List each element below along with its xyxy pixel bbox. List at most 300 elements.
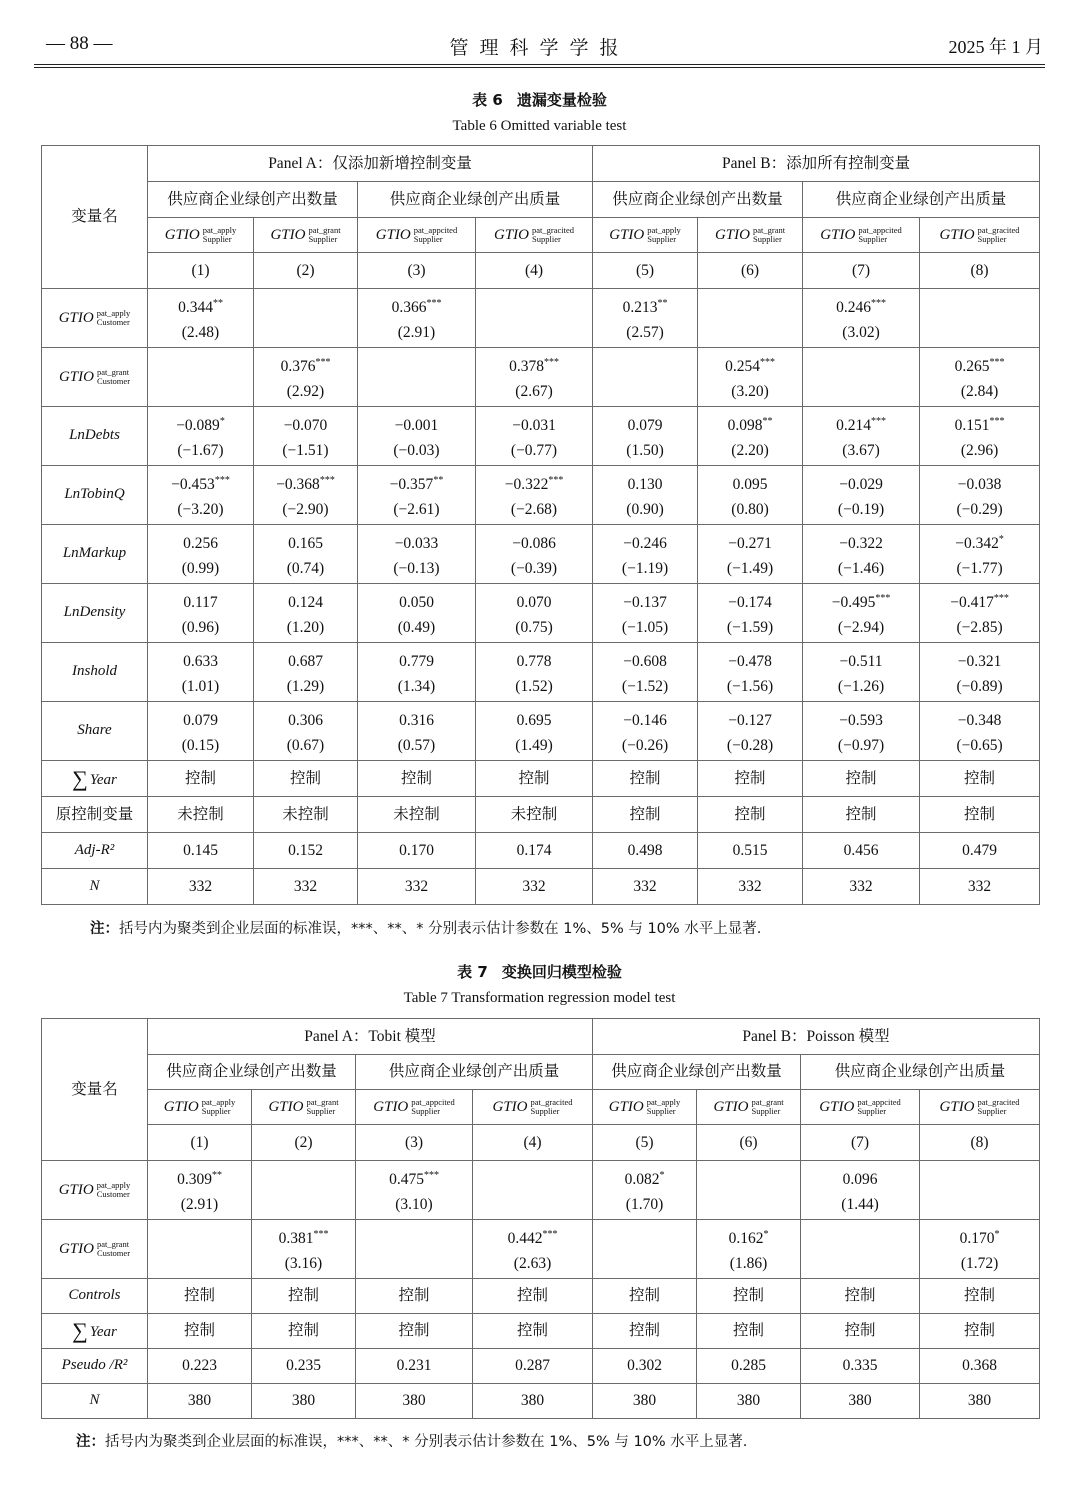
- gtio-base: GTIO: [58, 309, 94, 326]
- coefficient: [476, 348, 592, 377]
- dependent-variable-header: [920, 218, 1040, 253]
- coef-value: −0.348: [957, 712, 1002, 729]
- dependent-variable-header: [593, 218, 698, 253]
- t-statistic: (−0.28): [726, 737, 774, 754]
- dependent-variable-header: [803, 218, 920, 253]
- t-statistic: (−0.19): [837, 501, 885, 518]
- table6-note: 注：括号内为聚类到企业层面的标准误，***、**、* 分别表示估计参数在 1%、5% 与 10% 水平上显著.: [90, 921, 762, 937]
- coef-value: −0.478: [728, 653, 772, 670]
- t-statistic: (1.50): [626, 442, 664, 459]
- value-cell: 控制: [801, 1279, 920, 1314]
- varname-header: 变量名: [42, 146, 148, 289]
- column-number: (7): [803, 253, 920, 289]
- dependent-variable-row: [42, 218, 1040, 253]
- gtio-base: GTIO: [373, 1098, 409, 1115]
- gtio-subscript: Supplier: [751, 1106, 781, 1117]
- varname-header: 变量名: [42, 1019, 148, 1161]
- gtio-variable: [494, 227, 574, 243]
- gtio-superscript: pat_gracited: [530, 1097, 573, 1108]
- gtio-variable: [59, 369, 130, 385]
- coef-value: 0.344: [178, 299, 213, 316]
- t-statistic: (−0.26): [621, 737, 669, 754]
- t-statistic: (−1.51): [282, 442, 329, 459]
- dependent-variable-header: [698, 218, 803, 253]
- value-cell: 380: [473, 1384, 593, 1419]
- dependent-variable-row: [42, 1090, 1040, 1125]
- coefficient-cell: [254, 466, 358, 525]
- gtio-sup-sub: [858, 226, 901, 244]
- t-statistic: (3.10): [395, 1196, 433, 1213]
- coefficient-cell: [254, 407, 358, 466]
- coef-value: 0.079: [183, 712, 218, 729]
- gtio-subscript: Supplier: [530, 1106, 560, 1117]
- dependent-variable-header: [358, 218, 476, 253]
- coef-value: −0.453: [171, 476, 215, 493]
- coefficient: [356, 1161, 472, 1190]
- coef-value: −0.342: [955, 535, 999, 552]
- column-number: (5): [593, 1125, 697, 1161]
- t-statistic: (−0.29): [956, 501, 1003, 518]
- gtio-sup-sub: [202, 1098, 236, 1116]
- t-statistic: (2.91): [397, 324, 436, 341]
- coefficient: [148, 1161, 251, 1190]
- column-number: (8): [920, 1125, 1040, 1161]
- t-statistic: (2.57): [626, 324, 664, 341]
- value-cell: 380: [593, 1384, 697, 1419]
- gtio-superscript: pat_grant: [752, 225, 786, 236]
- column-number: (4): [476, 253, 593, 289]
- value-cell: 控制: [920, 797, 1040, 833]
- column-number: (3): [356, 1125, 473, 1161]
- column-number: (4): [473, 1125, 593, 1161]
- coefficient: [698, 643, 802, 672]
- coef-value: −0.146: [623, 712, 667, 729]
- gtio-sup-sub: [978, 1098, 1020, 1116]
- column-number: (6): [697, 1125, 801, 1161]
- row-lndensity: [42, 584, 1040, 643]
- value-cell: 控制: [148, 1279, 252, 1314]
- gtio-subscript: Supplier: [857, 1106, 887, 1117]
- column-number: (1): [148, 253, 254, 289]
- coefficient-cell: [803, 643, 920, 702]
- value-cell: 未控制: [148, 797, 254, 833]
- coef-value: −0.495: [831, 594, 876, 611]
- coefficient: [476, 702, 592, 731]
- coefficient: [920, 407, 1039, 436]
- coefficient-cell: [148, 289, 254, 348]
- coefficient-cell: [148, 407, 254, 466]
- value-cell: 332: [803, 869, 920, 905]
- coefficient: [148, 584, 253, 613]
- significance-stars: ***: [548, 475, 564, 486]
- column-number: (8): [920, 253, 1040, 289]
- gtio-sup-sub: [306, 1098, 338, 1116]
- gtio-superscript: pat_grant: [751, 1097, 784, 1108]
- t-statistic: (−0.89): [956, 678, 1003, 695]
- t-statistic: (0.57): [397, 737, 436, 754]
- coefficient: [148, 289, 253, 318]
- coef-value: 0.170: [959, 1230, 995, 1247]
- row-inshold: [42, 643, 1040, 702]
- t-statistic: (0.67): [286, 737, 325, 754]
- t-statistic: (−1.67): [177, 442, 224, 459]
- gtio-superscript: pat_appcited: [413, 225, 458, 236]
- t-statistic: (1.29): [286, 678, 325, 695]
- coef-value: 0.096: [842, 1171, 878, 1188]
- t-statistic: (3.20): [731, 383, 769, 400]
- value-cell: 0.302: [593, 1349, 697, 1384]
- value-cell: 控制: [593, 761, 698, 797]
- t-statistic: (1.01): [181, 678, 220, 695]
- value-cell: 0.174: [476, 833, 593, 869]
- coef-value: 0.117: [183, 594, 218, 611]
- coefficient: [803, 702, 919, 731]
- row-n: [42, 1384, 1040, 1419]
- gtio-superscript: pat_apply: [96, 1180, 131, 1191]
- significance-stars: ***: [870, 416, 886, 427]
- value-cell: 控制: [476, 761, 593, 797]
- value-cell: 380: [356, 1384, 473, 1419]
- t-statistic: (1.86): [729, 1255, 768, 1272]
- coef-value: 0.695: [516, 712, 552, 729]
- coefficient-cell: [698, 702, 803, 761]
- t-statistic: (−3.20): [177, 501, 224, 518]
- coef-value: 0.213: [622, 299, 658, 316]
- coefficient-cell: [358, 584, 476, 643]
- gtio-base: GTIO: [713, 1098, 749, 1115]
- empty-cell: [148, 1220, 252, 1279]
- coef-value: −0.608: [623, 653, 667, 670]
- gtio-superscript: pat_gracited: [977, 225, 1020, 236]
- t-statistic: (−1.26): [837, 678, 885, 695]
- value-cell: 332: [254, 869, 358, 905]
- value-cell: 0.515: [698, 833, 803, 869]
- gtio-subscript: Supplier: [308, 234, 338, 245]
- gtio-sup-sub: [531, 1098, 573, 1116]
- significance-stars: ***: [989, 416, 1005, 427]
- coefficient: [593, 584, 697, 613]
- gtio-variable: [940, 227, 1020, 243]
- coefficient-cell: [593, 584, 698, 643]
- value-cell: 控制: [920, 1314, 1040, 1349]
- gtio-variable: [268, 1099, 338, 1115]
- coefficient-cell: [593, 1161, 697, 1220]
- gtio-superscript: pat_apply: [647, 225, 681, 236]
- coef-value: −0.086: [512, 535, 556, 552]
- gtio-variable: [59, 1241, 130, 1257]
- value-cell: 0.152: [254, 833, 358, 869]
- gtio-sup-sub: [97, 309, 131, 327]
- significance-stars: ***: [993, 593, 1009, 604]
- value-cell: 0.287: [473, 1349, 593, 1384]
- t-statistic: (0.99): [181, 560, 220, 577]
- gtio-subscript: Supplier: [977, 1106, 1007, 1117]
- row-label-text: Controls: [68, 1287, 121, 1304]
- coef-value: 0.254: [725, 358, 760, 375]
- row-lntobinq: [42, 466, 1040, 525]
- dependent-variable-header: [148, 218, 254, 253]
- gtio-superscript: pat_appcited: [857, 1097, 901, 1108]
- coefficient: [476, 407, 592, 436]
- coefficient-cell: [920, 407, 1040, 466]
- gtio-base: GTIO: [609, 226, 645, 243]
- value-cell: 0.223: [148, 1349, 252, 1384]
- value-cell: 控制: [920, 1279, 1040, 1314]
- coefficient-cell: [254, 702, 358, 761]
- coefficient: [358, 466, 475, 495]
- row-label: [42, 348, 148, 407]
- t-statistic: (2.67): [515, 383, 553, 400]
- significance-stars: ***: [423, 1170, 439, 1181]
- coefficient-cell: [476, 702, 593, 761]
- column-number: (6): [698, 253, 803, 289]
- coef-value: −0.417: [950, 594, 994, 611]
- value-cell: 控制: [593, 1279, 697, 1314]
- t-statistic: (−2.68): [510, 501, 558, 518]
- coefficient: [920, 525, 1039, 554]
- t-statistic: (0.96): [181, 619, 220, 636]
- table6-subtitle: Table 6 Omitted variable test: [452, 118, 627, 134]
- dependent-variable-header: [252, 1090, 356, 1125]
- coef-value: 0.124: [288, 594, 323, 611]
- coefficient: [920, 348, 1039, 377]
- significance-stars: ***: [426, 298, 442, 309]
- value-cell: 332: [476, 869, 593, 905]
- coefficient: [358, 584, 475, 613]
- coefficient: [593, 1161, 696, 1190]
- coefficient: [254, 466, 357, 495]
- gtio-subscript: Supplier: [201, 1106, 231, 1117]
- t-statistic: (0.49): [397, 619, 436, 636]
- coefficient-cell: [254, 525, 358, 584]
- gtio-variable: [715, 227, 785, 243]
- coefficient: [920, 584, 1039, 613]
- gtio-base: GTIO: [164, 226, 200, 243]
- coefficient-cell: [473, 1220, 593, 1279]
- t-statistic: (1.49): [515, 737, 553, 754]
- coefficient-cell: [698, 525, 803, 584]
- coefficient: [698, 466, 802, 495]
- coef-value: −0.511: [839, 653, 883, 670]
- value-cell: 0.231: [356, 1349, 473, 1384]
- t-statistic: (−1.19): [621, 560, 669, 577]
- gtio-sup-sub: [97, 1181, 131, 1199]
- sum-symbol: ∑: [72, 765, 88, 791]
- gtio-subscript: Supplier: [977, 234, 1007, 245]
- coefficient-cell: [920, 1220, 1040, 1279]
- row-label: LnDensity: [42, 584, 148, 643]
- row-label-text: N: [89, 877, 100, 894]
- coef-value: 0.130: [627, 476, 663, 493]
- gtio-sup-sub: [647, 226, 681, 244]
- coefficient: [476, 525, 592, 554]
- coefficient: [254, 702, 357, 731]
- row-label-text: Year: [89, 1324, 117, 1341]
- row-label: LnDebts: [42, 407, 148, 466]
- coefficient-cell: [476, 348, 593, 407]
- t-statistic: (−1.77): [956, 560, 1003, 577]
- coefficient: [803, 525, 919, 554]
- gtio-variable: [373, 1099, 454, 1115]
- t-statistic: (2.96): [960, 442, 999, 459]
- empty-cell: [356, 1220, 473, 1279]
- significance-stars: *: [219, 416, 225, 427]
- coefficient-cell: [803, 584, 920, 643]
- t-statistic: (3.16): [284, 1255, 323, 1272]
- coefficient: [803, 407, 919, 436]
- gtio-superscript: pat_gracited: [977, 1097, 1020, 1108]
- coef-value: 0.687: [288, 653, 323, 670]
- coefficient-cell: [148, 466, 254, 525]
- gtio-subscript: Supplier: [752, 234, 782, 245]
- row-share: [42, 702, 1040, 761]
- significance-stars: **: [762, 416, 773, 427]
- gtio-base: GTIO: [58, 368, 94, 385]
- coefficient-cell: [698, 643, 803, 702]
- coefficient-cell: [698, 407, 803, 466]
- dependent-variable-header: [148, 1090, 252, 1125]
- row-label: [42, 1349, 148, 1384]
- row-year: [42, 761, 1040, 797]
- group-quality-a: 供应商企业绿创产出质量: [356, 1055, 593, 1090]
- coefficient-cell: [358, 466, 476, 525]
- coefficient: [254, 407, 357, 436]
- gtio-variable: [270, 227, 340, 243]
- coefficient-cell: [476, 525, 593, 584]
- gtio-variable: [609, 227, 681, 243]
- coefficient-cell: [593, 643, 698, 702]
- sum-symbol: ∑: [72, 1318, 88, 1344]
- coefficient: [148, 407, 253, 436]
- gtio-subscript: Supplier: [411, 1106, 441, 1117]
- row-label: [42, 1279, 148, 1314]
- gtio-base: GTIO: [58, 1181, 94, 1198]
- row-pseudo-r2: [42, 1349, 1040, 1384]
- gtio-subscript: Customer: [96, 1248, 131, 1259]
- value-cell: 0.235: [252, 1349, 356, 1384]
- value-cell: 控制: [358, 761, 476, 797]
- coef-value: 0.050: [399, 594, 434, 611]
- coefficient-cell: [697, 1220, 801, 1279]
- gtio-variable: [940, 1099, 1020, 1115]
- row-label: Inshold: [42, 643, 148, 702]
- value-cell: 332: [593, 869, 698, 905]
- coefficient-cell: [920, 348, 1040, 407]
- coef-value: −0.137: [623, 594, 667, 611]
- coefficient-cell: [698, 466, 803, 525]
- page-number: — 88 —: [46, 33, 113, 54]
- value-cell: 控制: [920, 761, 1040, 797]
- t-statistic: (1.34): [397, 678, 436, 695]
- value-cell: 332: [698, 869, 803, 905]
- dependent-variable-header: [473, 1090, 593, 1125]
- t-statistic: (−0.13): [393, 560, 440, 577]
- coef-value: −0.321: [957, 653, 1002, 670]
- coefficient-cell: [593, 702, 698, 761]
- panel-b-header: Panel B：Poisson 模型: [593, 1019, 1040, 1055]
- t-statistic: (2.20): [731, 442, 769, 459]
- coef-value: 0.381: [278, 1230, 314, 1247]
- empty-cell: [148, 348, 254, 407]
- coefficient-cell: [803, 702, 920, 761]
- coef-value: −0.089: [176, 417, 220, 434]
- t-statistic: (3.02): [842, 324, 880, 341]
- coef-value: −0.368: [276, 476, 320, 493]
- gtio-variable: [165, 227, 237, 243]
- coefficient: [698, 584, 802, 613]
- coef-value: 0.214: [836, 417, 871, 434]
- panel-b-header: Panel B：添加所有控制变量: [593, 146, 1040, 182]
- value-cell: 控制: [473, 1314, 593, 1349]
- gtio-apply-customer-row: [42, 289, 1040, 348]
- coefficient: [148, 525, 253, 554]
- row-n: [42, 869, 1040, 905]
- empty-cell: [473, 1161, 593, 1220]
- coefficient-cell: [920, 525, 1040, 584]
- gtio-subscript: Supplier: [413, 234, 443, 245]
- coefficient-cell: [358, 407, 476, 466]
- gtio-superscript: pat_appcited: [411, 1097, 455, 1108]
- gtio-grant-customer-row: [42, 1220, 1040, 1279]
- row-label-text: Year: [89, 771, 117, 788]
- significance-stars: ***: [870, 298, 886, 309]
- coefficient: [252, 1220, 355, 1249]
- row-label: [42, 289, 148, 348]
- coef-value: 0.079: [627, 417, 663, 434]
- gtio-superscript: pat_apply: [96, 308, 131, 319]
- coef-value: 0.442: [507, 1230, 543, 1247]
- t-statistic: (−1.49): [726, 560, 774, 577]
- value-cell: 未控制: [254, 797, 358, 833]
- coefficient-cell: [803, 466, 920, 525]
- row-lnmarkup: [42, 525, 1040, 584]
- coefficient-cell: [698, 584, 803, 643]
- empty-cell: [803, 348, 920, 407]
- dependent-variable-header: [593, 1090, 697, 1125]
- coefficient-cell: [593, 289, 698, 348]
- t-statistic: (0.15): [181, 737, 220, 754]
- gtio-base: GTIO: [492, 1098, 528, 1115]
- coefficient-cell: [476, 584, 593, 643]
- value-cell: 控制: [593, 1314, 697, 1349]
- coef-value: 0.376: [280, 358, 316, 375]
- row-label: [42, 761, 148, 797]
- value-cell: 控制: [697, 1279, 801, 1314]
- value-cell: 控制: [803, 761, 920, 797]
- coefficient-cell: [593, 466, 698, 525]
- t-statistic: (0.75): [515, 619, 553, 636]
- gtio-variable: [819, 1099, 900, 1115]
- t-statistic: (2.63): [513, 1255, 552, 1272]
- dependent-variable-header: [920, 1090, 1040, 1125]
- coefficient-cell: [920, 466, 1040, 525]
- value-cell: 未控制: [358, 797, 476, 833]
- coefficient: [593, 407, 697, 436]
- row-original-controls: [42, 797, 1040, 833]
- coefficient: [593, 289, 697, 318]
- value-cell: 0.456: [803, 833, 920, 869]
- value-cell: 332: [358, 869, 476, 905]
- coefficient: [148, 643, 253, 672]
- coefficient-cell: [358, 643, 476, 702]
- coef-value: −0.038: [957, 476, 1002, 493]
- coef-value: −0.322: [839, 535, 883, 552]
- value-cell: 控制: [801, 1314, 920, 1349]
- coefficient: [254, 348, 357, 377]
- column-number: (1): [148, 1125, 252, 1161]
- value-cell: 控制: [803, 797, 920, 833]
- t-statistic: (−0.65): [956, 737, 1003, 754]
